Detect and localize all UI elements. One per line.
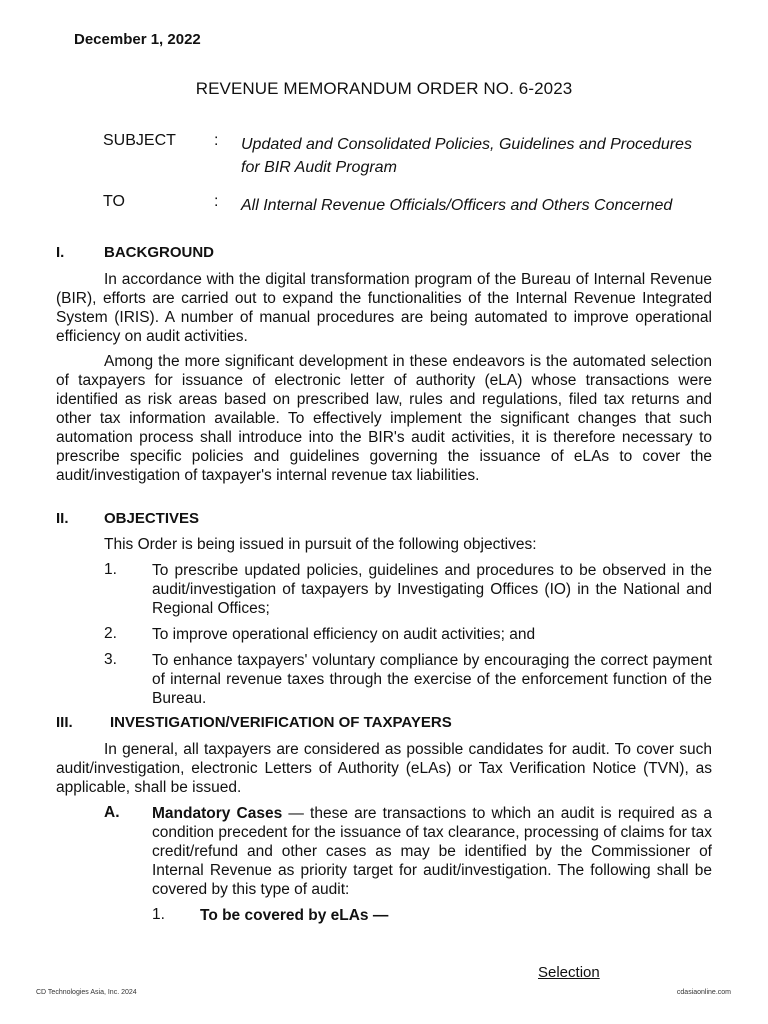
sub-a-title: Mandatory Cases: [152, 805, 283, 822]
to-value: All Internal Revenue Officials/Officers and Others Concerned: [241, 197, 673, 214]
subject-line-2: for BIR Audit Program: [241, 159, 397, 176]
sub-a-text: [152, 804, 712, 899]
subject-value: [241, 133, 692, 179]
section-2-heading: OBJECTIVES: [104, 510, 200, 527]
section-3-heading: INVESTIGATION/VERIFICATION OF TAXPAYERS: [110, 714, 452, 731]
section-1-number: I.: [56, 244, 65, 261]
objective-3-text: To enhance taxpayers' voluntary compliance by encouraging the correct payment of internal revenue taxes through the exercise of the enforcement function of the Bureau.: [152, 652, 712, 707]
sub-a-body: — these are transactions to which an audit is required as a condition precedent for the issuance of tax clearance, processing of claims for tax credit/refund and other cases as may be identified by the Commissioner of Internal Revenue as priority target for audit/investigation. The following shall be covered by this type of audit:: [152, 805, 712, 898]
section-1-paragraph-1: In accordance with the digital transformation program of the Bureau of Internal Revenue (BIR), efforts are carried out to expand the functionalities of the Internal Revenue Integrated System (IRIS). A number of manual procedures are being automated to improve operational efficiency on audit activities.: [56, 271, 712, 345]
subject-line-1: Updated and Consolidated Policies, Guidelines and Procedures: [241, 136, 692, 153]
to-colon: :: [214, 193, 219, 210]
footer-left: CD Technologies Asia, Inc. 2024: [36, 989, 137, 996]
section-2-intro: This Order is being issued in pursuit of the following objectives:: [104, 536, 537, 553]
objective-2-number: 2.: [104, 625, 117, 642]
section-3-paragraph-1: In general, all taxpayers are considered as possible candidates for audit. To cover such audit/investigation, electronic Letters of Authority (eLAs) or Tax Verification Notice (TVN), as applicable, shall be issued.: [56, 741, 712, 796]
subject-colon: :: [214, 132, 219, 149]
footer-right: cdasiaonline.com: [676, 989, 731, 996]
objective-1-number: 1.: [104, 561, 117, 578]
objective-1-text: To prescribe updated policies, guidelines and procedures to be observed in the audit/investigation of taxpayers by Investigating Offices (IO) in the National and Regional Offices;: [152, 562, 712, 617]
objective-3-number: 3.: [104, 651, 117, 668]
section-1-heading: BACKGROUND: [104, 244, 214, 261]
selection-heading: Selection: [538, 964, 600, 981]
sub-a-label: A.: [104, 804, 120, 821]
to-label: TO: [103, 193, 125, 210]
document-date: December 1, 2022: [74, 31, 201, 48]
subject-label: SUBJECT: [103, 132, 176, 149]
section-1-paragraph-2: Among the more significant development in these endeavors is the automated selection of taxpayers for issuance of electronic letter of authority (eLA) whose transactions were identified as risk areas based on prescribed law, rules and regulations, filed tax returns and other tax information available. To effectively implement the significant changes that such automation process shall introduce into the BIR's audit activities, it is therefore necessary to prescribe specific policies and guidelines governing the issuance of eLAs to cover the audit/investigation of taxpayer's internal revenue tax liabilities.: [56, 353, 712, 484]
document-title: REVENUE MEMORANDUM ORDER NO. 6-2023: [195, 79, 573, 98]
sub-1-number: 1.: [152, 906, 165, 923]
objective-2-text: To improve operational efficiency on audit activities; and: [152, 626, 536, 643]
section-2-number: II.: [56, 510, 69, 527]
section-3-number: III.: [56, 714, 73, 731]
sub-1-text: To be covered by eLAs —: [200, 907, 389, 924]
